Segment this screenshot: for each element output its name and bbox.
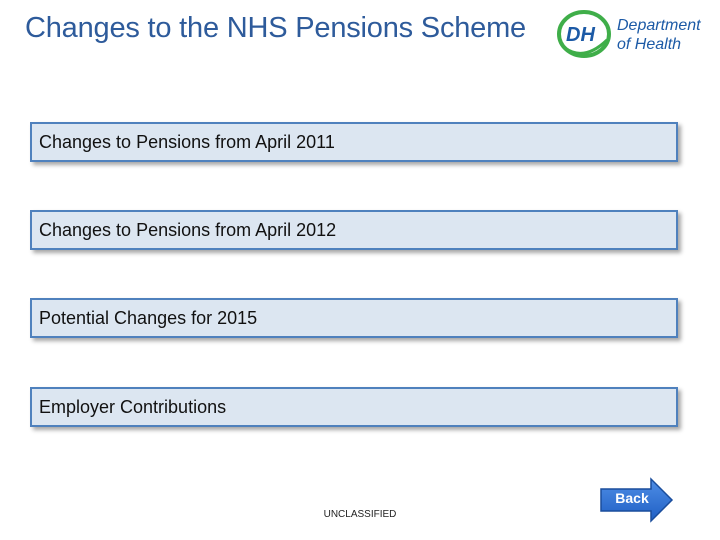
- dh-logo-icon: [557, 10, 615, 60]
- slide-title: Changes to the NHS Pensions Scheme: [25, 12, 526, 44]
- menu-item-label: Employer Contributions: [39, 397, 227, 417]
- menu-item-april-2011[interactable]: [30, 122, 678, 162]
- menu-item-employer-contributions[interactable]: [30, 387, 678, 427]
- classification-label: UNCLASSIFIED: [323, 509, 397, 520]
- menu-item-label: Changes to Pensions from April 2011: [39, 132, 335, 152]
- menu-item-label: Potential Changes for 2015: [39, 308, 258, 328]
- menu-item-potential-2015[interactable]: [30, 298, 678, 338]
- dh-logo-mark-text: DH: [566, 24, 595, 46]
- department-of-health-logo: [557, 10, 717, 60]
- logo-line-1: Department: [617, 17, 701, 34]
- back-button-label: Back: [615, 490, 649, 506]
- logo-line-2: of Health: [617, 36, 682, 53]
- menu-item-label: Changes to Pensions from April 2012: [39, 220, 337, 240]
- menu-item-april-2012[interactable]: [30, 210, 678, 250]
